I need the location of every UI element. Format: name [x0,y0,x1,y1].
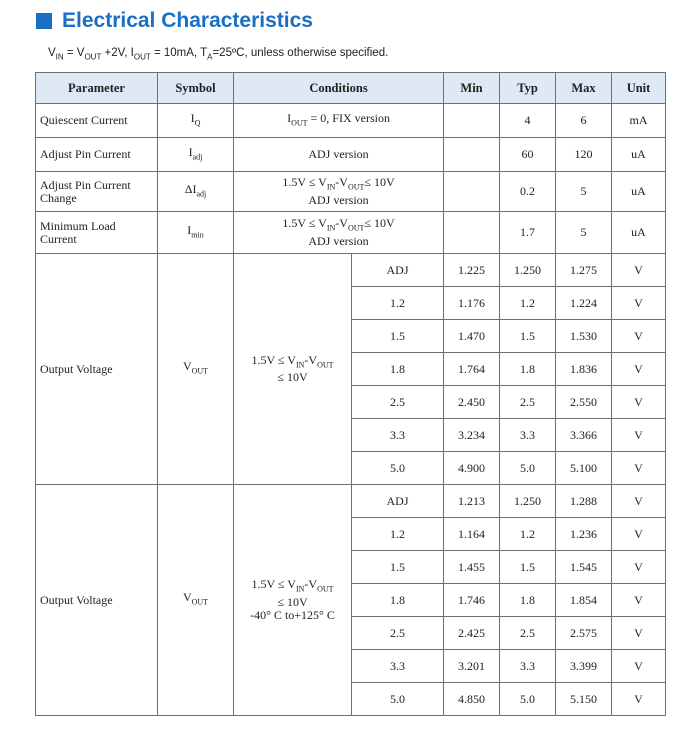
max-cell: 1.236 [556,518,612,551]
unit-cell: uA [612,172,666,212]
symbol-cell: $I_Q$ [158,104,234,138]
header-conditions: Conditions [234,73,444,104]
parameter-cell: Output Voltage [36,254,158,485]
max-cell: 5 [556,172,612,212]
unit-cell: V [612,320,666,353]
typ-cell: 2.5 [500,617,556,650]
header-min: Min [444,73,500,104]
version-cell: 3.3 [352,650,444,683]
max-cell: 1.836 [556,353,612,386]
condition-cell: ADJ version [234,138,444,172]
min-cell: 2.425 [444,617,500,650]
version-cell: ADJ [352,254,444,287]
unit-cell: V [612,452,666,485]
unit-cell: V [612,419,666,452]
header-max: Max [556,73,612,104]
max-cell: 120 [556,138,612,172]
table-row [36,172,666,212]
version-cell: 1.8 [352,584,444,617]
symbol-cell: $I_{min}$ [158,212,234,254]
unit-cell: V [612,617,666,650]
min-cell: 1.213 [444,485,500,518]
parameter-cell: Output Voltage [36,485,158,716]
min-cell: 1.764 [444,353,500,386]
min-cell [444,212,500,254]
square-bullet-icon [36,13,52,29]
unit-cell: V [612,353,666,386]
typ-cell: 5.0 [500,452,556,485]
max-cell: 1.224 [556,287,612,320]
section-title: Electrical Characteristics [62,9,313,32]
min-cell: 4.900 [444,452,500,485]
parameter-cell: Adjust Pin Current [36,138,158,172]
electrical-characteristics-table [35,72,666,716]
unit-cell: V [612,386,666,419]
max-cell: 2.575 [556,617,612,650]
min-cell: 4.850 [444,683,500,716]
typ-cell: 0.2 [500,172,556,212]
condition-cell: $1.5V \le V_{IN}-V_{OUT}$ ≤ 10V [234,254,352,485]
unit-cell: V [612,650,666,683]
typ-cell: 1.7 [500,212,556,254]
min-cell: 1.455 [444,551,500,584]
typ-cell: 1.8 [500,584,556,617]
max-cell: 1.288 [556,485,612,518]
unit-cell: V [612,584,666,617]
min-cell: 3.234 [444,419,500,452]
max-cell: 6 [556,104,612,138]
section-heading [36,6,313,36]
header-row [36,73,666,104]
min-cell: 1.164 [444,518,500,551]
min-cell: 3.201 [444,650,500,683]
unit-cell: uA [612,212,666,254]
min-cell [444,172,500,212]
table-row [36,485,666,518]
max-cell: 3.399 [556,650,612,683]
typ-cell: 1.2 [500,287,556,320]
unit-cell: V [612,287,666,320]
max-cell: 1.545 [556,551,612,584]
table-row [36,254,666,287]
typ-cell: 4 [500,104,556,138]
typ-cell: 1.250 [500,485,556,518]
header-unit: Unit [612,73,666,104]
min-cell: 1.746 [444,584,500,617]
parameter-cell: Minimum Load Current [36,212,158,254]
min-cell [444,104,500,138]
typ-cell: 1.2 [500,518,556,551]
version-cell: 2.5 [352,617,444,650]
parameter-cell: Quiescent Current [36,104,158,138]
typ-cell: 1.5 [500,551,556,584]
version-cell: 5.0 [352,683,444,716]
unit-cell: V [612,683,666,716]
parameter-cell: Adjust Pin Current Change [36,172,158,212]
table-row [36,138,666,172]
table-row [36,212,666,254]
version-cell: 5.0 [352,452,444,485]
typ-cell: 1.8 [500,353,556,386]
version-cell: 1.2 [352,518,444,551]
version-cell: ADJ [352,485,444,518]
max-cell: 5 [556,212,612,254]
max-cell: 5.150 [556,683,612,716]
test-conditions-note: $V_{IN} = V_{OUT} +2V$, $I_{OUT} = 10mA$, $T_A=25ºC$, unless otherwise specified. [48,47,389,62]
header-parameter: Parameter [36,73,158,104]
condition-cell: $I_{OUT} = 0$, FIX version [234,104,444,138]
max-cell: 1.854 [556,584,612,617]
version-cell: 1.5 [352,320,444,353]
max-cell: 1.530 [556,320,612,353]
max-cell: 5.100 [556,452,612,485]
version-cell: 3.3 [352,419,444,452]
unit-cell: uA [612,138,666,172]
version-cell: 1.5 [352,551,444,584]
unit-cell: V [612,551,666,584]
symbol-cell: $V_{OUT}$ [158,254,234,485]
header-symbol: Symbol [158,73,234,104]
condition-cell: $1.5V \le V_{IN}-V_{OUT}\le 10V$ ADJ version [234,172,444,212]
unit-cell: mA [612,104,666,138]
unit-cell: V [612,518,666,551]
min-cell: 1.225 [444,254,500,287]
version-cell: 1.2 [352,287,444,320]
max-cell: 2.550 [556,386,612,419]
version-cell: 1.8 [352,353,444,386]
min-cell: 1.470 [444,320,500,353]
unit-cell: V [612,254,666,287]
max-cell: 1.275 [556,254,612,287]
typ-cell: 60 [500,138,556,172]
symbol-cell: $I_{adj}$ [158,138,234,172]
typ-cell: 3.3 [500,419,556,452]
typ-cell: 1.5 [500,320,556,353]
typ-cell: 1.250 [500,254,556,287]
header-typ: Typ [500,73,556,104]
condition-cell: $1.5V \le V_{IN}-V_{OUT}\le 10V$ ADJ version [234,212,444,254]
max-cell: 3.366 [556,419,612,452]
min-cell [444,138,500,172]
min-cell: 2.450 [444,386,500,419]
typ-cell: 5.0 [500,683,556,716]
table-row [36,104,666,138]
typ-cell: 3.3 [500,650,556,683]
version-cell: 2.5 [352,386,444,419]
unit-cell: V [612,485,666,518]
symbol-cell: $V_{OUT}$ [158,485,234,716]
typ-cell: 2.5 [500,386,556,419]
symbol-cell: $\Delta I_{adj}$ [158,172,234,212]
condition-cell: $1.5V \le V_{IN}-V_{OUT}$ ≤ 10V -40° C to+125° C [234,485,352,716]
min-cell: 1.176 [444,287,500,320]
